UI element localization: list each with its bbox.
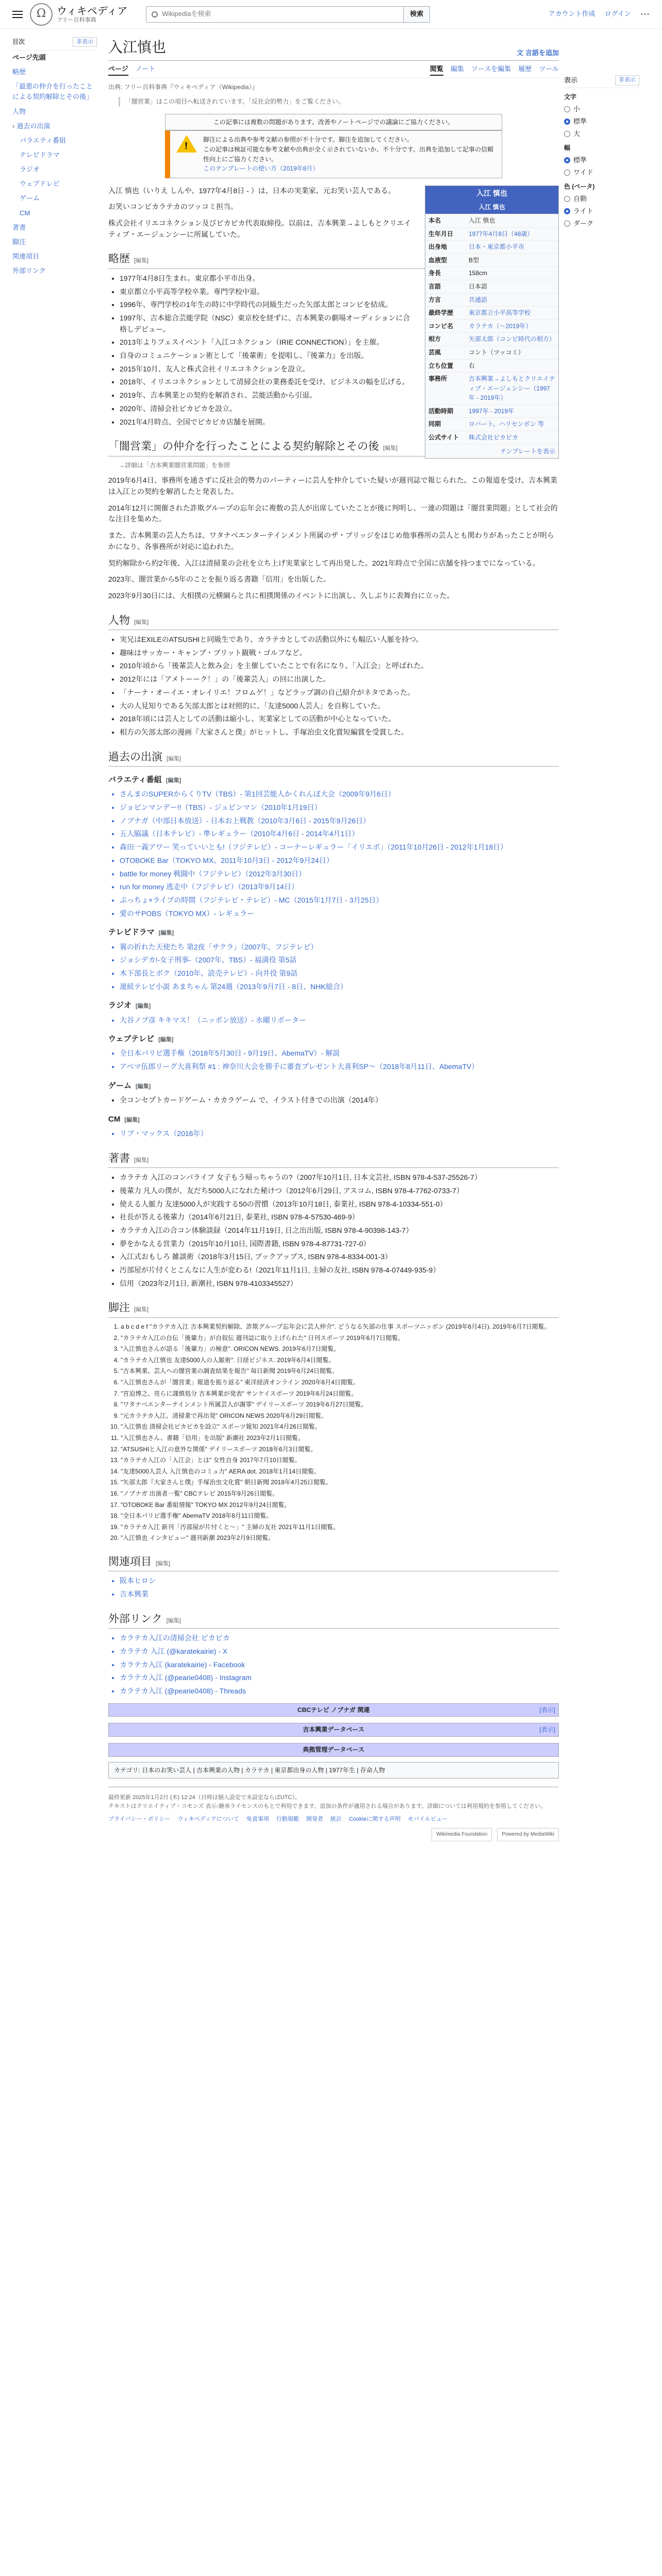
warning-icon: ! <box>176 135 197 152</box>
list-item: • 2018年頃には芸人としての活動は縮小し、実業家としての活動が中心となっていた。 <box>120 714 559 725</box>
section-heading-notes: 脚注 [編集] <box>108 1299 559 1318</box>
footer-link[interactable]: 免責事項 <box>246 1816 269 1823</box>
reference-item: 16. "ノブナガ 出演者一覧" CBCテレビ 2015年9月26日閲覧。 <box>121 1489 559 1499</box>
search-button[interactable]: 検索 <box>404 6 430 23</box>
list-item: • 2021年4月時点、全国でピカピカ店舗を展開。 <box>120 417 559 428</box>
reference-item: 5. "吉本興業、芸人への闇営業の調査結果を報告" 毎日新聞 2019年6月24日閲覧。 <box>121 1366 559 1376</box>
subsection-heading-web: ウェブテレビ [編集] <box>108 1035 174 1044</box>
infobox-row: 血液型 B型 <box>425 253 558 267</box>
list-item: • 大の人見知りである矢部太郎とは対照的に、「友達5000人芸人」を自称していた。 <box>120 701 559 712</box>
list-item[interactable]: • カラテカ 入江 (@karatekairie) - X <box>120 1646 559 1657</box>
edit-section-link[interactable]: [編集] <box>166 1617 181 1624</box>
web-list <box>108 1048 559 1072</box>
ambox-help-link[interactable]: このテンプレートの使い方（2019年8月） <box>203 165 319 173</box>
tab-read[interactable]: 閲覧 <box>430 64 443 75</box>
list-item[interactable]: • ジョビンマンデー!!（TBS）- ジュビンマン（2010年1月19日） <box>120 802 559 814</box>
reference-item: 19. "カラテカ入江 新刊「汚部屋が片付くと〜」" 主婦の友社 2021年11月1日閲覧。 <box>121 1522 559 1532</box>
lead-paragraph: 入江 慎也（いりえ しんや、1977年4月8日 - ）は、日本の実業家、元お笑い芸人である。 <box>108 186 395 195</box>
tab-edit[interactable]: 編集 <box>450 65 464 73</box>
list-item: • 入江式おもしろ 雑談術（2018年3月15日, ブックアップス, ISBN 978-4-8334-001-3） <box>120 1251 559 1263</box>
ambox-line: この記事は検証可能な参考文献や出典が全く示されていないか、不十分です。出典を追加して記事の信頼性向上にご協力ください。 <box>203 145 494 163</box>
mediawiki-badge[interactable]: Powered by MediaWiki <box>497 1828 559 1841</box>
list-item: • 「ナーナ・オーイエ・オレイリエ！フロムゲ！」などラップ調の自己紹介がネタであった。 <box>120 687 559 699</box>
toc-item-related[interactable]: 関連項目 <box>12 252 40 261</box>
footer-link[interactable]: 統計 <box>330 1816 342 1823</box>
toc-item-drama[interactable]: テレビドラマ <box>20 151 60 159</box>
width-label: 幅 <box>564 144 571 152</box>
list-item[interactable]: • ぷっちょ×ライブの時間（フジテレビ・テレビ）- MC（2015年1月7日 - 3月25日） <box>120 895 559 906</box>
list-item: • 夢をかなえる営業力（2015年10月10日, 国際書籍, ISBN 978-4-87731-727-0） <box>120 1239 559 1250</box>
infobox-row: 本名 入江 慎也 <box>425 214 558 227</box>
title-row <box>108 36 559 61</box>
article-main <box>103 29 559 1841</box>
navbox-title: 吉本興業データベース [表示] <box>109 1723 558 1736</box>
list-item[interactable]: • 翼の折れた天使たち 第2夜「サクラ」（2007年、フジテレビ） <box>120 942 559 953</box>
toc-item-notes[interactable]: 脚注 <box>12 238 26 246</box>
footer-badges <box>108 1828 559 1841</box>
toc-item-top[interactable]: ページ先頭 <box>12 54 46 62</box>
references-list <box>108 1322 559 1543</box>
list-item[interactable]: • 愛のサPOBS（TOKYO MX）- レギュラー <box>120 908 559 920</box>
list-item[interactable]: • 全日本パリピ選手権（2018年5月30日 - 9月19日、AbemaTV）- 解説 <box>120 1048 559 1059</box>
list-item: • 2018年、イリエコネクションとして清掃会社の業務委託を受け、ビジネスの幅を広げる。 <box>120 377 559 388</box>
section-heading-person: 人物 [編集] <box>108 612 559 631</box>
infobox-row: 立ち位置 右 <box>425 359 558 372</box>
edit-section-link[interactable]: [編集] <box>136 1083 151 1090</box>
toc-item-web[interactable]: ウェブドレビ <box>20 180 60 188</box>
edit-section-link[interactable]: [編集] <box>134 1307 149 1313</box>
infobox-row: 芸風 コント（ツッコミ） <box>425 346 558 359</box>
list-item[interactable]: • 森田一義アワー 笑っていいとも!（フジテレビ）- コーナーレギュラー「イリエボ」（2011年10月26日 - 2012年1月18日） <box>120 842 559 853</box>
list-item[interactable]: • リブ・マックス（2016年） <box>120 1128 559 1140</box>
subsection-heading-game: ゲーム [編集] <box>108 1081 151 1090</box>
list-item[interactable]: • ノブナガ（中部日本放送）- 日本お上戦教（2010年3月6日 - 2015年9月26日） <box>120 816 559 827</box>
main-menu-icon[interactable] <box>12 11 23 18</box>
toc-title: 目次 <box>12 38 25 45</box>
paragraph: 2014年12月に開催された詐欺グループの忘年会に複数の芸人が出席していたことが後に判明し、一連の問題は「闇営業問題」として社会的な注目を集めた。 <box>108 503 558 523</box>
page-footer <box>108 1787 559 1841</box>
paragraph: 2023年、闇営業から5年のことを振り返る書籍「信用」を出版した。 <box>108 575 330 584</box>
toc-item-books[interactable]: 著書 <box>12 223 26 231</box>
wordmark[interactable] <box>57 5 127 24</box>
text-size-standard[interactable]: 標準 <box>564 116 639 127</box>
text-size-large[interactable]: 大 <box>564 129 639 139</box>
paragraph: 契約解除から約2年後、入江は清掃業の会社を立ち上げ実業家として再出発した。2021年時点で全国に店舗を持つまでになっている。 <box>108 558 540 567</box>
authority-title: 典拠管理データベース <box>109 1743 558 1756</box>
reference-item: 6. "入江慎也さんが「闇営業」報道を振り返る" 東洋経済オンライン 2020年6月4日閲覧。 <box>121 1378 559 1387</box>
ambox-line: 脚注による出典や参考文献の参照が不十分です。脚注を追加してください。 <box>203 136 413 144</box>
radio-list <box>108 1015 559 1026</box>
edit-section-link[interactable]: [編集] <box>156 1560 171 1567</box>
list-item[interactable]: • カラテカ入江 (karatekairie) - Facebook <box>120 1659 559 1671</box>
infobox-row: 事務所 吉本興業→よしもとクリエイティブ・エージェンシー（1997年 - 2019年） <box>425 372 558 404</box>
cm-list <box>108 1128 559 1140</box>
list-item: • 1996年、専門学校の1年生の時に中学時代の同級生だった矢部太郎とコンビを結成。 <box>120 299 559 311</box>
wordmark-subtitle: フリー百科事典 <box>57 16 96 23</box>
list-item: • 1997年、吉本総合芸能学院（NSC）東京校を経ずに、吉本興業の劇場オーディションに合格しデビュー。 <box>120 313 559 335</box>
infobox-row: 言語 日本語 <box>425 280 558 293</box>
list-item[interactable]: • 大谷ノブ彦 キキマス！（ニッポン放送）- 水曜リポーター <box>120 1015 559 1026</box>
appearance-panel <box>559 29 652 1841</box>
reference-item: 4. "カラテカ入江慎也 友達5000人の人脈術". 日経ビジネス. 2019年6月4日閲覧。 <box>121 1355 559 1365</box>
reference-item: 11. "入江慎也さん、書籍「信用」を出版" 新潮社 2023年2月1日閲覧。 <box>121 1433 559 1443</box>
tab-edit-source[interactable]: ソースを編集 <box>471 65 511 73</box>
footer-link[interactable]: プライバシー・ポリシー <box>108 1816 171 1823</box>
redirect-note: 「闇営業」はこの項目へ転送されています。「反社会的勢力」をご覧ください。 <box>119 97 559 107</box>
footer-link[interactable]: 開発者 <box>306 1816 323 1823</box>
section-heading-career: 略歴 [編集] <box>108 250 559 269</box>
reference-item: 9. "元カラテカ入江、清掃業で再出発" ORICON NEWS 2020年6月29日閲覧。 <box>121 1411 559 1421</box>
infobox-template-link[interactable]: テンプレートを表示 <box>425 444 558 459</box>
reference-item: 17. "OTOBOKE Bar 番組情報" TOKYO MX 2012年9月24日閲覧。 <box>121 1500 559 1510</box>
reference-item: 20. "入江慎也 インタビュー" 週刊新潮 2023年2月9日閲覧。 <box>121 1533 559 1543</box>
edit-section-link[interactable]: [編集] <box>158 1037 174 1043</box>
reference-item: 1. a b c d e f "カラテカ入江 吉本興業契約解除、詐欺グループ忘年会に芸人仲介". どうなる矢部の仕事 スポーツニッポン (2019年6月4日). 2019年6月7日閲覧。 <box>121 1322 559 1332</box>
issues-ambox <box>165 130 502 178</box>
list-item[interactable]: • カラテカ入江 (@pearie0408) - Threads <box>120 1686 559 1697</box>
list-item: • 東京都立小平高等学校卒業。専門学校中退。 <box>120 286 559 298</box>
create-account-link[interactable]: アカウント作成 <box>548 10 595 18</box>
list-item: • 汚部屋が片付くとこんなに人生が変わる!（2021年11月1日, 主婦の友社, ISBN 978-4-07449-935-9） <box>120 1265 559 1276</box>
edit-section-link[interactable]: [編集] <box>134 1157 149 1163</box>
toc-item-yami[interactable]: 「最悪の仲介を行ったことによる契約解除とその後」 <box>12 82 93 101</box>
reference-item: 7. "宮迫博之、亮らに謹慎処分 吉本興業が発表" サンケイスポーツ 2019年6月24日閲覧。 <box>121 1389 559 1399</box>
color-dark[interactable]: ダーク <box>564 218 639 229</box>
infobox-row: 公式サイト 株式会社ピカピカ <box>425 431 558 444</box>
last-edit-text: 最終更新 2025年1月2日 (木) 12:24（日時は個人設定で未設定ならばUTC）。 <box>108 1794 301 1801</box>
page-tabs <box>108 64 559 78</box>
edit-section-link[interactable]: [編集] <box>158 930 174 937</box>
infobox-row: 出身地 日本・東京都小平市 <box>425 240 558 253</box>
more-options-icon[interactable]: ⋯ <box>640 8 650 19</box>
footer-link[interactable]: モバイルビュー <box>407 1816 448 1823</box>
subsection-heading-variety: バラエティ番組 [編集] <box>108 775 181 785</box>
toc-sidebar <box>0 29 103 1841</box>
toc-header <box>12 34 97 50</box>
search-input[interactable] <box>146 6 404 23</box>
wordmark-title: ウィキペディア <box>57 4 128 17</box>
list-item: • 相方の矢部太郎の漫画『大家さんと僕』がヒットし、手塚治虫文化賞短編賞を受賞した。 <box>120 727 559 738</box>
subsection-heading-cm: CM [編集] <box>108 1114 140 1124</box>
list-item: • 社長が答える後輩力（2014年6月21日, 泰業社, ISBN 978-4-57530-469-9） <box>120 1212 559 1223</box>
footer-link[interactable]: ウィキペディアについて <box>177 1816 239 1823</box>
drama-list <box>108 942 559 993</box>
reference-item: 2. "カラテカ入江の自伝「後輩力」が自叙伝 週刊誌に取り上げられた" 日刊スポーツ 2019年6月7日閲覧。 <box>121 1333 559 1343</box>
list-item: • 2010年頃から「後輩芸人と飲み会」を主催していたことで有名になり、「入江会」と呼ばれた。 <box>120 660 559 672</box>
subsection-heading-drama: テレビドラマ [編集] <box>108 928 174 937</box>
person-list <box>108 634 559 738</box>
wikipedia-logo[interactable]: Ω <box>30 3 53 26</box>
list-item[interactable]: • アベマ伍郎リーグ大喜利祭 #1 : 神奈川大会を勝手に審査プレゼント大喜利SP〜（2018年8月11日、AbemaTV） <box>120 1061 559 1073</box>
footer-links <box>108 1815 559 1824</box>
infobox <box>425 185 559 459</box>
list-item: • 1977年4月8日生まれ。東京都小平市出身。 <box>120 273 559 284</box>
paragraph: 2019年6月4日、事務所を通さずに反社会的勢力のパーティーに芸人を仲介していた疑いが週刊誌で報じられた。この報道を受け、吉本興業は入江との契約を解消したと発表した。 <box>108 476 558 496</box>
ambox-header: この記事には複数の問題があります。改善やノートページでの議論にご協力ください。 <box>165 114 502 131</box>
subsection-heading-radio: ラジオ [編集] <box>108 1001 151 1010</box>
infobox-row: 最終学歴 東京都立小平高等学校 <box>425 306 558 319</box>
section-heading-past: 過去の出演 [編集] <box>108 749 559 767</box>
list-item: • 使える人脈力 友達5000人が実践する50の習慣（2013年10月18日, 泰業社, ISBN 978-4-10334-551-0） <box>120 1199 559 1210</box>
width-standard[interactable]: 標準 <box>564 155 639 165</box>
footer-link[interactable]: Cookieに関する声明 <box>349 1816 401 1823</box>
reference-item: 18. "全日本パリピ選手権" AbemaTV 2018年8月11日閲覧。 <box>121 1511 559 1521</box>
color-light[interactable]: ライト <box>564 206 639 216</box>
edit-section-link[interactable]: [編集] <box>166 777 181 784</box>
edit-section-link[interactable]: [編集] <box>134 258 149 264</box>
toc-item-career[interactable]: 略歴 <box>12 68 26 76</box>
section-heading-external: 外部リンク [編集] <box>108 1611 559 1629</box>
reference-item: 10. "入江慎也 清掃会社ピカピカを設立" スポーツ報知 2021年4月26日閲覧。 <box>121 1422 559 1432</box>
category-links[interactable]: カテゴリ: 日本のお笑い芸人 | 吉本興業の人物 | カラテカ | 東京都出身の人物 | 1977年生 | 存命人物 <box>108 1762 559 1779</box>
toc-item-game[interactable]: ゲーム <box>20 194 40 202</box>
books-list <box>108 1172 559 1289</box>
from-line: 出典: フリー百科事典『ウィキペディア（Wikipedia）』 <box>108 83 258 91</box>
wikimedia-badge[interactable]: Wikimedia Foundation <box>432 1828 492 1841</box>
game-list <box>108 1095 559 1106</box>
toc-item-radio[interactable]: ラジオ <box>20 165 40 174</box>
navbox <box>108 1723 559 1737</box>
list-item[interactable]: • 木下部長とボク（2010年、読売テレビ）- 向井役 第9話 <box>120 968 559 979</box>
section-heading-related: 関連項目 [編集] <box>108 1553 559 1572</box>
list-item: • カラテカ 入江のコンパライフ 女子もう帰っちゃうの?（2007年10月1日, 日本文芸社, ISBN 978-4-537-25526-7） <box>120 1172 559 1183</box>
navbox-title: CBCテレビ ノブナガ 関連 [表示] <box>109 1704 558 1717</box>
infobox-row: 同期 ロバート、ハリセンボン 等 <box>425 417 558 431</box>
page-title: 入江慎也 <box>108 39 167 56</box>
infobox-row: 身長 158cm <box>425 266 558 280</box>
tab-page[interactable]: ページ <box>108 64 128 75</box>
infobox-row: 生年月日 1977年4月8日（48歳） <box>425 227 558 241</box>
list-item: • カラテカ入江の合コン体験談録（2014年11月19日, 日之出出版, ISBN 978-4-90398-143-7） <box>120 1225 559 1236</box>
list-item[interactable]: • さんまのSUPERからくりTV（TBS）- 第1回芸能人かくれんぼ大会（2009年9月6日） <box>120 789 559 800</box>
tab-talk[interactable]: ノート <box>135 65 156 73</box>
list-item: • 全コンセプトカードゲーム・カカラゲーム で、イラスト付きでの出演（2014年） <box>120 1095 559 1106</box>
search-form <box>146 6 430 23</box>
list-item: • 2020年、清掃会社ピカピカを設立。 <box>120 403 559 415</box>
list-item: • 自身のコミュニケーション術として「後輩術」を提唱し、『後輩力』を出版。 <box>120 350 559 362</box>
edit-section-link[interactable]: [編集] <box>167 755 181 762</box>
tab-tools[interactable]: ツール <box>539 65 559 73</box>
list-item[interactable]: • run for money 逃走中（フジテレビ）（2013年9月14日） <box>120 882 559 893</box>
color-label: 色 (ベータ) <box>564 183 595 191</box>
list-item[interactable]: • 連続テレビ小説 あまちゃん 第24週（2013年9月7日 - 8日、NHK総合） <box>120 981 559 993</box>
search-icon <box>152 11 158 18</box>
lead-paragraph: 株式会社イリエコネクション及びピカピカ代表取締役。以前は、吉本興業→よしもとクリエイティブ・エージェンシーに所属していた。 <box>108 219 411 239</box>
list-item[interactable]: • ジョシデカ!-女子刑事-（2007年、TBS）- 福満役 第5話 <box>120 955 559 966</box>
paragraph: 2023年9月30日には、大相撲の元横綱らと共に相撲関係のイベントに出演し、久しぶりに表舞台に立った。 <box>108 591 454 600</box>
reference-item: 8. "ワタナベエンターテインメント所属芸人が謝罪" デイリースポーツ 2019年6月27日閲覧。 <box>121 1400 559 1410</box>
toc-item-person[interactable]: 人物 <box>12 107 26 115</box>
edit-section-link[interactable]: [編集] <box>134 619 149 625</box>
main-article-note: →詳細は「吉本興業闇営業問題」を参照 <box>119 461 230 469</box>
section-heading-yami: 「闇営業」の仲介を行ったことによる契約解除とその後 [編集] <box>108 438 559 456</box>
toc-item-external[interactable]: 外部リンク <box>12 267 46 275</box>
list-item[interactable]: • 五人脇議（日本テレビ）- 準レギュラー（2010年4月6日 - 2014年4月1日） <box>120 828 559 840</box>
reference-item: 3. "入江慎也さんが語る「後輩力」の極意". ORICON NEWS. 2019年6月7日閲覧。 <box>121 1344 559 1354</box>
infobox-title: 入江 慎也 <box>425 186 558 201</box>
toc-hide-button[interactable]: 非表示 <box>73 37 97 47</box>
width-wide[interactable]: ワイド <box>564 167 639 178</box>
list-item[interactable]: • カラテカ入江 (@pearie0408) - Instagram <box>120 1672 559 1684</box>
text-size-label: 文字 <box>564 93 577 101</box>
infobox-row: 方言 共通語 <box>425 293 558 307</box>
navbox-toggle[interactable]: [表示] <box>539 1706 555 1714</box>
appearance-hide-button[interactable]: 非表示 <box>615 75 639 86</box>
infobox-row: 活動時期 1997年 - 2019年 <box>425 404 558 418</box>
list-item[interactable]: • カラテカ入江の清掃会社 ピカピカ <box>120 1633 559 1644</box>
reference-item: 15. "矢部太郎『大家さんと僕』手塚治虫文化賞" 朝日新聞 2018年4月25日閲覧。 <box>121 1478 559 1487</box>
text-size-small[interactable]: 小 <box>564 104 639 114</box>
list-item: • 2015年10月、友人と株式会社イリエコネクションを設立。 <box>120 364 559 375</box>
list-item: • 2019年、吉本興業との契約を解消され、芸能活動から引退。 <box>120 390 559 401</box>
user-links <box>549 7 650 22</box>
login-link[interactable]: ログイン <box>604 10 631 18</box>
list-item[interactable]: • 阪本ヒロシ <box>120 1575 559 1587</box>
toc-item-variety[interactable]: パラエティ番組 <box>20 136 66 144</box>
search-placeholder: Wikipediaを検索 <box>162 10 211 18</box>
list-item: • 実兄はEXILEのATSUSHIと同級生であり、カラテカとしての活動以外にも幅広い人脈を持つ。 <box>120 634 559 646</box>
add-languages-button[interactable] <box>517 48 559 58</box>
reference-item: 14. "友達5000人芸人 入江慎也のコミュ力" AERA dot. 2018年1月14日閲覧。 <box>121 1467 559 1477</box>
infobox-row: コンビ名 カラテカ（〜2019年） <box>425 319 558 333</box>
section-heading-books: 著書 [編集] <box>108 1150 559 1168</box>
infobox-row: 相方 矢部太郎（コンビ時代の相方） <box>425 332 558 346</box>
reference-item: 13. "カラテカ入江の「入江会」とは" 女性自身 2017年7月10日閲覧。 <box>121 1455 559 1465</box>
infobox-section: 入江 慎也 <box>425 201 558 214</box>
external-list <box>108 1633 559 1697</box>
navbox-toggle[interactable]: [表示] <box>539 1726 555 1734</box>
license-text: テキストはクリエイティブ・コモンズ 表示-継承ライセンスのもとで利用できます。追加の条件が適用される場合があります。詳細については利用規約を参照してください。 <box>108 1803 547 1810</box>
list-item: • 2013年よりフェスイベント「入江コネクション（IRIE CONNECTION）」を主催。 <box>120 337 559 348</box>
footer-link[interactable]: 行動規範 <box>276 1816 299 1823</box>
list-item: • 趣味はサッカー・キャンプ・ブリット観戦・ゴルフなど。 <box>120 648 559 659</box>
list-item: • 2012年には「アメトーーク！」の「後輩芸人」の回に出演した。 <box>120 674 559 685</box>
navbox <box>108 1703 559 1717</box>
list-item[interactable]: • OTOBOKE Bar（TOKYO MX、2011年10月3日 - 2012年9月24日） <box>120 855 559 867</box>
authority-control <box>108 1743 559 1757</box>
list-item[interactable]: • 吉本興業 <box>120 1589 559 1600</box>
edit-section-link[interactable]: [編集] <box>124 1116 140 1123</box>
appearance-header: 表示 非表示 <box>564 75 639 88</box>
list-item: • 信用（2023年2月1日, 新潮社, ISBN 978-4103345527） <box>120 1278 559 1290</box>
edit-section-link[interactable]: [編集] <box>383 445 398 452</box>
site-header <box>0 0 662 29</box>
lead-paragraph: お笑いコンビカラテカのツッコミ担当。 <box>108 202 238 211</box>
toc-item-past[interactable]: › 過去の出演 <box>12 119 97 133</box>
paragraph: また、吉本興業の芸人たちは、ワタナベエンターテインメント所属のザ・ブリッジをはじめ他事務所の芸人とも関わりがあったことが明らかになり、各事務所が対応に追われた。 <box>108 531 554 551</box>
tab-history[interactable]: 履歴 <box>518 65 532 73</box>
add-languages-label: 言語を追加 <box>525 49 559 57</box>
reference-item: 12. "ATSUSHIと入江の意外な関係" デイリースポーツ 2018年6月3日閲覧。 <box>121 1445 559 1454</box>
article-content <box>108 185 559 1841</box>
color-auto[interactable]: 自動 <box>564 194 639 204</box>
list-item[interactable]: • battle for money 戦闘中（フジテレビ）（2012年3月30日） <box>120 869 559 880</box>
translate-icon: 文 <box>516 49 523 57</box>
edit-section-link[interactable]: [編集] <box>136 1003 151 1010</box>
toc-item-cm[interactable]: CM <box>20 209 30 217</box>
related-list <box>108 1575 559 1600</box>
variety-list <box>108 789 559 919</box>
list-item: • 後輩力 凡人の僕が、友だち5000人になれた秘けつ（2012年6月29日, アスコム, ISBN 978-4-7762-0733-7） <box>120 1185 559 1197</box>
